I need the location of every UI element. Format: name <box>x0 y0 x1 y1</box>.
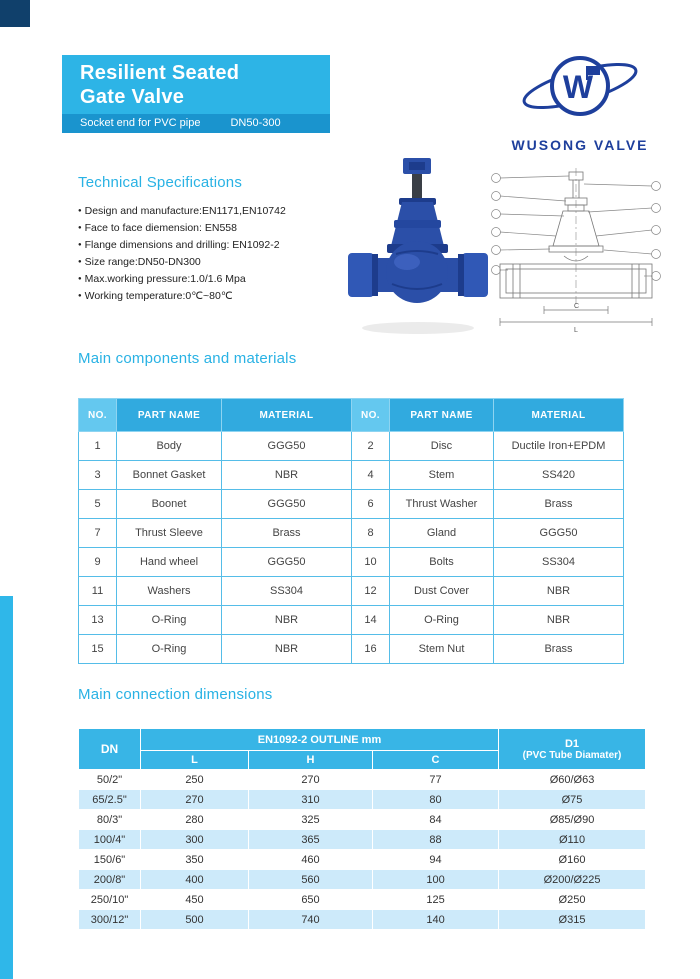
table-cell: 450 <box>141 890 249 910</box>
technical-drawing <box>486 166 666 351</box>
table-row <box>79 870 646 890</box>
table-row <box>79 910 646 930</box>
table-cell: 80/3" <box>79 810 141 830</box>
table-cell: Bonnet Gasket <box>117 461 222 490</box>
page-subtitle <box>62 114 330 133</box>
table-cell: 400 <box>141 870 249 890</box>
table-cell: 460 <box>249 850 373 870</box>
table-cell: 12 <box>352 577 390 606</box>
table-cell: Brass <box>494 635 624 664</box>
table-cell: Disc <box>390 432 494 461</box>
table-row <box>79 770 646 790</box>
spec-item: ● Design and manufacture:EN1171,EN10742 <box>78 203 358 220</box>
model-range: DN50-300 <box>230 117 281 129</box>
table-cell: SS420 <box>494 461 624 490</box>
table-cell: Brass <box>222 519 352 548</box>
table-cell: 13 <box>79 606 117 635</box>
heading-components: Main components and materials <box>78 350 297 367</box>
d1-title: D1 <box>564 737 580 750</box>
table-row <box>79 490 624 519</box>
table-cell: NBR <box>494 577 624 606</box>
table-cell: O-Ring <box>117 635 222 664</box>
header-block <box>62 55 330 133</box>
table-row <box>79 890 646 910</box>
col-header-d1 <box>499 729 646 770</box>
table-cell: Ø75 <box>499 790 646 810</box>
table-cell: 125 <box>373 890 499 910</box>
components-table-container <box>78 398 623 664</box>
table-cell: Ø85/Ø90 <box>499 810 646 830</box>
table-row <box>79 519 624 548</box>
drawing-dim-label-c: C <box>574 303 580 310</box>
table-cell: 200/8" <box>79 870 141 890</box>
table-cell: 100 <box>373 870 499 890</box>
side-stripe-decoration <box>0 596 13 979</box>
table-cell: 300/12" <box>79 910 141 930</box>
table-cell: 350 <box>141 850 249 870</box>
col-header-no-2: NO. <box>352 399 390 432</box>
table-cell: 94 <box>373 850 499 870</box>
table-cell: Ø160 <box>499 850 646 870</box>
table-row <box>79 635 624 664</box>
table-row <box>79 850 646 870</box>
table-cell: 11 <box>79 577 117 606</box>
table-cell: 15 <box>79 635 117 664</box>
brand-logo <box>492 46 668 153</box>
table-cell: 65/2.5" <box>79 790 141 810</box>
table-cell: NBR <box>222 635 352 664</box>
drawing-dim-label-l: L <box>574 327 578 334</box>
table-cell: 88 <box>373 830 499 850</box>
heading-technical-specifications: Technical Specifications <box>78 174 243 191</box>
corner-decoration <box>0 0 30 27</box>
table-cell: 9 <box>79 548 117 577</box>
table-cell: 250 <box>141 770 249 790</box>
table-row <box>79 548 624 577</box>
spec-item: ● Size range:DN50-DN300 <box>78 254 358 271</box>
table-cell: 270 <box>141 790 249 810</box>
valve-photo <box>348 158 488 338</box>
dimensions-table <box>78 728 646 930</box>
table-cell: 250/10" <box>79 890 141 910</box>
page-title-line2: Gate Valve <box>80 86 185 108</box>
table-row <box>79 810 646 830</box>
components-header-row <box>79 399 624 432</box>
table-cell: 4 <box>352 461 390 490</box>
table-cell: 270 <box>249 770 373 790</box>
table-cell: Dust Cover <box>390 577 494 606</box>
table-cell: Body <box>117 432 222 461</box>
table-cell: 310 <box>249 790 373 810</box>
table-cell: O-Ring <box>117 606 222 635</box>
col-header-l: L <box>141 751 249 770</box>
table-cell: NBR <box>222 606 352 635</box>
brand-monogram: W <box>562 69 594 105</box>
table-cell: Thrust Washer <box>390 490 494 519</box>
table-cell: 3 <box>79 461 117 490</box>
table-cell: Ø60/Ø63 <box>499 770 646 790</box>
page-title-line1: Resilient Seated <box>80 62 240 84</box>
table-row <box>79 830 646 850</box>
table-cell: 325 <box>249 810 373 830</box>
col-header-material-1: MATERIAL <box>222 399 352 432</box>
table-cell: 84 <box>373 810 499 830</box>
table-cell: Bolts <box>390 548 494 577</box>
table-cell: 740 <box>249 910 373 930</box>
table-cell: 5 <box>79 490 117 519</box>
table-cell: Ø110 <box>499 830 646 850</box>
table-cell: 100/4" <box>79 830 141 850</box>
table-cell: 500 <box>141 910 249 930</box>
table-cell: Hand wheel <box>117 548 222 577</box>
table-row <box>79 461 624 490</box>
table-cell: Thrust Sleeve <box>117 519 222 548</box>
col-header-h: H <box>249 751 373 770</box>
table-cell: Ø250 <box>499 890 646 910</box>
col-header-dn: DN <box>79 729 141 770</box>
table-cell: O-Ring <box>390 606 494 635</box>
table-cell: Stem Nut <box>390 635 494 664</box>
page-title <box>62 55 330 114</box>
table-cell: Stem <box>390 461 494 490</box>
table-cell: 77 <box>373 770 499 790</box>
table-cell: 16 <box>352 635 390 664</box>
table-cell: Ø200/Ø225 <box>499 870 646 890</box>
table-cell: GGG50 <box>222 490 352 519</box>
table-cell: GGG50 <box>494 519 624 548</box>
table-cell: Washers <box>117 577 222 606</box>
dimensions-header-row-1 <box>79 729 646 751</box>
brand-emblem-icon <box>505 46 655 130</box>
table-row <box>79 606 624 635</box>
table-cell: 140 <box>373 910 499 930</box>
table-cell: 80 <box>373 790 499 810</box>
table-row <box>79 790 646 810</box>
table-cell: Ø315 <box>499 910 646 930</box>
col-header-material-2: MATERIAL <box>494 399 624 432</box>
table-cell: 280 <box>141 810 249 830</box>
dimensions-table-container <box>78 728 645 930</box>
table-row <box>79 432 624 461</box>
table-cell: 7 <box>79 519 117 548</box>
table-cell: Ductile Iron+EPDM <box>494 432 624 461</box>
table-cell: SS304 <box>222 577 352 606</box>
table-cell: Boonet <box>117 490 222 519</box>
spec-list <box>78 203 358 305</box>
table-cell: 560 <box>249 870 373 890</box>
table-cell: 6 <box>352 490 390 519</box>
spec-item: ● Max.working pressure:1.0/1.6 Mpa <box>78 271 358 288</box>
table-cell: 1 <box>79 432 117 461</box>
spec-item: ● Face to face diemension: EN558 <box>78 220 358 237</box>
col-header-partname-1: PART NAME <box>117 399 222 432</box>
table-cell: SS304 <box>494 548 624 577</box>
table-cell: 650 <box>249 890 373 910</box>
table-cell: 150/6" <box>79 850 141 870</box>
table-cell: 14 <box>352 606 390 635</box>
table-cell: 50/2" <box>79 770 141 790</box>
spec-item: ● Flange dimensions and drilling: EN1092-2 <box>78 237 358 254</box>
table-cell: GGG50 <box>222 548 352 577</box>
heading-dimensions: Main connection dimensions <box>78 686 273 703</box>
brand-name: WUSONG VALVE <box>511 137 649 153</box>
spec-item: ● Working temperature:0℃~80℃ <box>78 288 358 305</box>
table-cell: NBR <box>494 606 624 635</box>
col-header-c: C <box>373 751 499 770</box>
col-header-partname-2: PART NAME <box>390 399 494 432</box>
subtitle-text: Socket end for PVC pipe <box>80 117 201 129</box>
table-cell: Brass <box>494 490 624 519</box>
table-cell: NBR <box>222 461 352 490</box>
table-cell: GGG50 <box>222 432 352 461</box>
col-header-no-1: NO. <box>79 399 117 432</box>
table-cell: 300 <box>141 830 249 850</box>
table-cell: Gland <box>390 519 494 548</box>
table-cell: 8 <box>352 519 390 548</box>
table-cell: 10 <box>352 548 390 577</box>
col-header-outline-group: EN1092-2 OUTLINE mm <box>141 729 499 751</box>
d1-subtitle: (PVC Tube Diamater) <box>522 749 622 761</box>
table-cell: 2 <box>352 432 390 461</box>
table-cell: 365 <box>249 830 373 850</box>
components-table <box>78 398 624 664</box>
table-row <box>79 577 624 606</box>
